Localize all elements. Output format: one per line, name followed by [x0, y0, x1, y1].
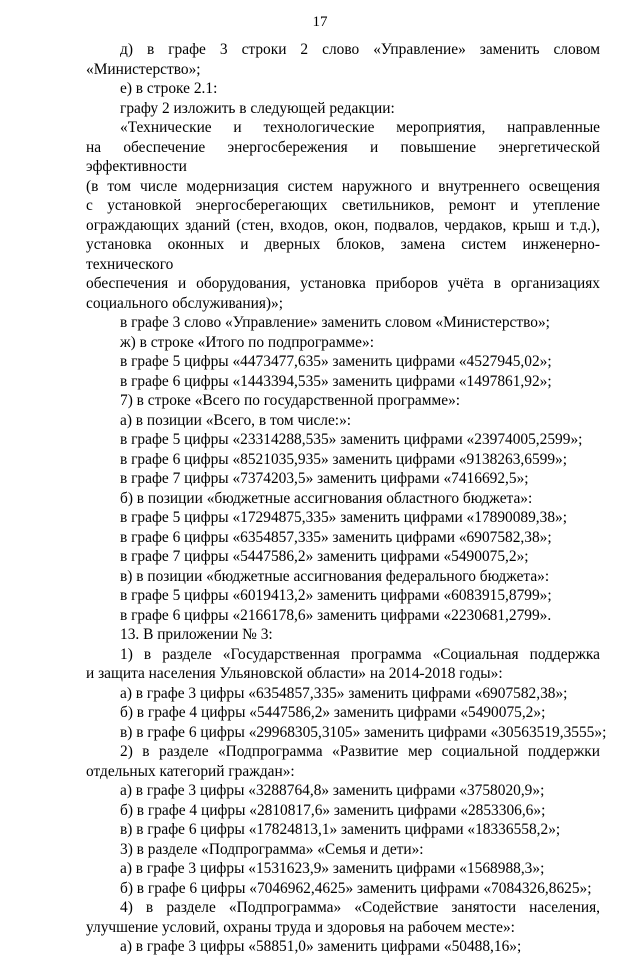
- text-line: ограждающих зданий (стен, входов, окон, подвалов, чердаков, крыш и т.д.),: [86, 216, 600, 234]
- text-line: в графе 6 цифры «1443394,535» заменить цифрами «1497861,92»;: [120, 372, 552, 390]
- text-line: в графе 5 цифры «17294875,335» заменить цифрами «17890089,38»;: [120, 509, 568, 526]
- text-line: «Технические и технологические мероприятия, направленные: [120, 119, 600, 136]
- page-number: 17: [312, 14, 328, 30]
- text-line: на обеспечение энергосбережения и повышение энергетической эффективности: [86, 138, 600, 175]
- text-line: обеспечения и оборудования, установка приборов учёта в организациях: [86, 275, 600, 292]
- text-line: д) в графе 3 строки 2 слово «Управление» заменить словом: [120, 41, 600, 58]
- text-line: 2) в разделе «Подпрограмма «Развитие мер социальной поддержки: [120, 743, 600, 760]
- text-line: в графе 7 цифры «7374203,5» заменить цифрами «7416692,5»;: [120, 470, 529, 487]
- text-line: (в том числе модернизация систем наружного и внутреннего освещения: [86, 177, 600, 195]
- text-line: в графе 5 цифры «23314288,535» заменить цифрами «23974005,2599»;: [120, 431, 583, 448]
- text-line: е) в строке 2.1:: [120, 80, 218, 97]
- text-line: в) в графе 6 цифры «29968305,3105» заменить цифрами «30563519,3555»;: [120, 723, 607, 741]
- document-body: [86, 40, 607, 957]
- text-line: б) в позиции «бюджетные ассигнования областного бюджета»:: [120, 489, 533, 507]
- text-line: б) в графе 4 цифры «2810817,6» заменить цифрами «2853306,6»;: [120, 801, 546, 819]
- text-line: в графе 3 слово «Управление» заменить словом «Министерство»;: [120, 314, 550, 331]
- text-line: а) в графе 3 цифры «3288764,8» заменить цифрами «3758020,9»;: [120, 782, 545, 799]
- text-line: с установкой энергосберегающих светильников, ремонт и утепление: [86, 197, 600, 214]
- text-line: 3) в разделе «Подпрограмма» «Семья и дети»:: [120, 840, 424, 858]
- text-line: 7) в строке «Всего по государственной программе»:: [120, 392, 461, 409]
- text-line: улучшение условий, охраны труда и здоровья на рабочем месте»:: [86, 918, 515, 936]
- text-line: а) в графе 3 цифры «1531623,9» заменить цифрами «1568988,3»;: [120, 860, 545, 877]
- text-line: в) в позиции «бюджетные ассигнования федерального бюджета»:: [120, 567, 550, 585]
- text-line: социального обслуживания)»;: [86, 294, 284, 312]
- text-line: в графе 6 цифры «6354857,335» заменить цифрами «6907582,38»;: [120, 528, 552, 546]
- text-line: в графе 7 цифры «5447586,2» заменить цифрами «5490075,2»;: [120, 548, 529, 565]
- text-line: а) в графе 3 цифры «58851,0» заменить цифрами «50488,16»;: [120, 938, 522, 955]
- text-line: 4) в разделе «Подпрограмма» «Содействие занятости населения,: [120, 899, 600, 916]
- text-line: а) в позиции «Всего, в том числе:»:: [120, 411, 352, 429]
- text-line: «Министерство»;: [86, 60, 201, 78]
- text-line: в графе 5 цифры «4473477,635» заменить цифрами «4527945,02»;: [120, 353, 552, 370]
- text-line: б) в графе 6 цифры «7046962,4625» заменить цифрами «7084326,8625»;: [120, 879, 592, 897]
- text-line: и защита населения Ульяновской области» на 2014-2018 годы»:: [86, 665, 503, 682]
- text-line: отдельных категорий граждан»:: [86, 762, 295, 780]
- text-line: в графе 6 цифры «2166178,6» заменить цифрами «2230681,2799».: [120, 606, 552, 624]
- text-line: установка оконных и дверных блоков, замена систем инженерно-технического: [86, 236, 600, 273]
- text-line: в графе 6 цифры «8521035,935» заменить цифрами «9138263,6599»;: [120, 450, 568, 468]
- text-line: ж) в строке «Итого по подпрограмме»:: [120, 333, 374, 351]
- text-line: 13. В приложении № 3:: [120, 626, 273, 643]
- text-line: в графе 5 цифры «6019413,2» заменить цифрами «6083915,8799»;: [120, 587, 552, 604]
- text-line: в) в графе 6 цифры «17824813,1» заменить цифрами «18336558,2»;: [120, 821, 561, 838]
- text-line: а) в графе 3 цифры «6354857,335» заменить цифрами «6907582,38»;: [120, 684, 568, 702]
- text-line: графу 2 изложить в следующей редакции:: [120, 99, 395, 117]
- text-line: б) в графе 4 цифры «5447586,2» заменить цифрами «5490075,2»;: [120, 704, 546, 721]
- text-line: 1) в разделе «Государственная программа «Социальная поддержка: [120, 645, 600, 663]
